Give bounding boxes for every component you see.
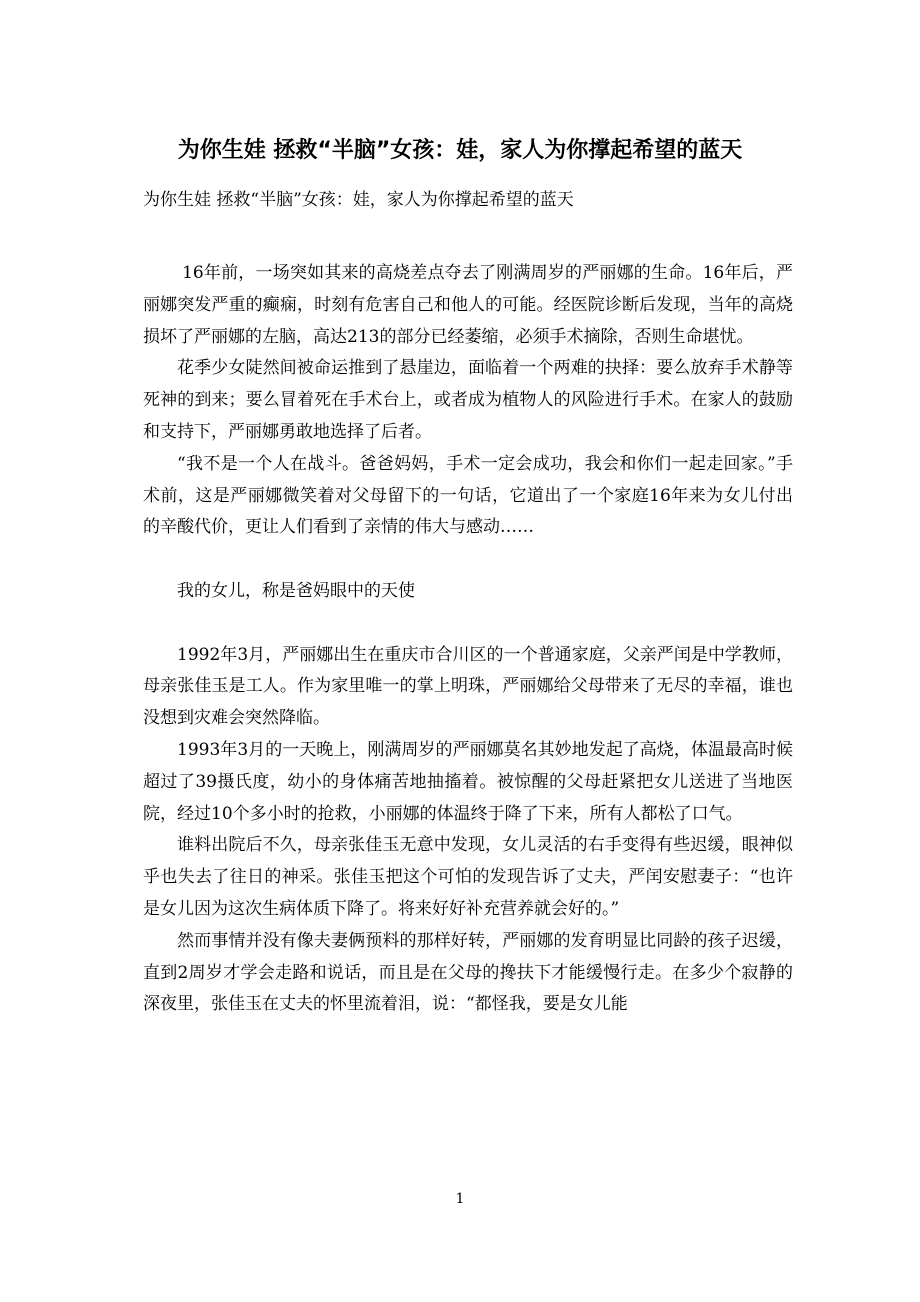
paragraph: “我不是一个人在战斗。爸爸妈妈，手术一定会成功，我会和你们一起走回家。”手术前，这是严丽娜微笑着对父母留下的一句话，它道出了一个家庭16年来为女儿付出的辛酸代价，更让人们看到了亲情的伟大与感动…… [143, 453, 793, 538]
paragraph: 谁料出院后不久，母亲张佳玉无意中发现，女儿灵活的右手变得有些迟缓，眼神似乎也失去了往日的神采。张佳玉把这个可怕的发现告诉了丈夫，严闰安慰妻子：“也许是女儿因为这次生病体质下降了。将来好好补充营养就会好的。” [143, 835, 793, 919]
paragraph: 花季少女陡然间被命运推到了悬崖边，面临着一个两难的抉择：要么放弃手术静等死神的到来；要么冒着死在手术台上，或者成为植物人的风险进行手术。在家人的鼓励和支持下，严丽娜勇敢地选择了后者。 [143, 358, 793, 442]
section-heading: 我的女儿，称是爸妈眼中的天使 [177, 580, 415, 601]
page-number: 1 [455, 1191, 465, 1207]
document-title: 为你生娃 拯救“半脑”女孩：娃，家人为你撑起希望的蓝天 [177, 138, 743, 163]
article-body [143, 258, 793, 1021]
paragraph: 16年前，一场突如其来的高烧差点夺去了刚满周岁的严丽娜的生命。16年后，严丽娜突发严重的癫痫，时刻有危害自己和他人的可能。经医院诊断后发现，当年的高烧损坏了严丽娜的左脑，高达213的部分已经萎缩，必须手术摘除，否则生命堪忧。 [143, 263, 793, 347]
document-subtitle: 为你生娃 拯救“半脑”女孩：娃，家人为你撑起希望的蓝天 [143, 190, 574, 210]
paragraph: 然而事情并没有像夫妻俩预料的那样好转，严丽娜的发育明显比同龄的孩子迟缓，直到2周岁才学会走路和说话，而且是在父母的搀扶下才能缓慢行走。在多少个寂静的深夜里，张佳玉在丈夫的怀里流着泪，说：“都怪我，要是女儿能 [143, 930, 793, 1015]
paragraph: 1992年3月，严丽娜出生在重庆市合川区的一个普通家庭，父亲严闰是中学教师，母亲张佳玉是工人。作为家里唯一的掌上明珠，严丽娜给父母带来了无尽的幸福，谁也没想到灾难会突然降临。 [143, 644, 793, 729]
paragraph: 1993年3月的一天晚上，刚满周岁的严丽娜莫名其妙地发起了高烧，体温最高时候超过了39摄氏度，幼小的身体痛苦地抽搐着。被惊醒的父母赶紧把女儿送进了当地医院，经过10个多小时的抢救，小丽娜的体温终于降了下来，所有人都松了口气。 [143, 739, 793, 824]
